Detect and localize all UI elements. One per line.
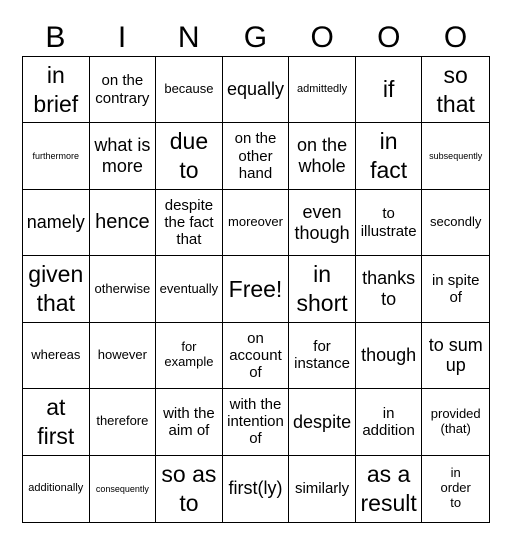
cell-text: secondly (430, 214, 482, 230)
free-space-label: Free! (228, 275, 283, 302)
cell-text: to illustrate (360, 205, 417, 240)
bingo-cell[interactable] (156, 456, 223, 522)
bingo-cell[interactable] (23, 190, 90, 256)
cell-text: in fact (370, 128, 408, 184)
bingo-cell[interactable] (289, 456, 356, 522)
bingo-cell[interactable] (23, 123, 90, 189)
bingo-cell[interactable] (356, 389, 423, 455)
bingo-cell[interactable] (422, 323, 489, 389)
bingo-cell[interactable] (356, 57, 423, 123)
bingo-cell[interactable] (422, 456, 489, 522)
cell-text: for instance (294, 338, 350, 373)
bingo-cell[interactable] (23, 256, 90, 322)
cell-text: therefore (96, 413, 149, 429)
bingo-cell[interactable] (156, 190, 223, 256)
cell-text: what is more (94, 135, 151, 177)
bingo-cell[interactable] (90, 456, 157, 522)
bingo-cell[interactable] (356, 323, 423, 389)
bingo-cell[interactable] (223, 123, 290, 189)
cell-text: so that (436, 61, 475, 117)
bingo-cell[interactable] (422, 190, 489, 256)
bingo-cell[interactable] (289, 57, 356, 123)
cell-text: as a result (360, 461, 417, 516)
header-letter-o: O (310, 21, 334, 54)
header-letter-o: O (443, 21, 468, 54)
cell-text: thanks to (362, 268, 416, 309)
cell-text: on account of (229, 329, 282, 382)
bingo-cell[interactable] (23, 323, 90, 389)
cell-text: on the other hand (234, 130, 277, 182)
cell-text: equally (226, 79, 285, 100)
header-letter-b: B (45, 21, 66, 54)
cell-text: given that (28, 261, 84, 316)
cell-text: with the intention of (227, 395, 284, 448)
cell-text: with the aim of (163, 404, 215, 439)
cell-text: due to (169, 128, 209, 184)
cell-text: moreover (228, 214, 283, 230)
header-letter-n: N (177, 21, 200, 54)
cell-text: provided (that) (430, 405, 481, 436)
bingo-cell[interactable] (90, 323, 157, 389)
cell-text: namely (26, 212, 85, 233)
bingo-cell[interactable] (223, 57, 290, 123)
cell-text: despite the fact that (164, 196, 214, 249)
cell-text: even though (294, 201, 350, 243)
cell-text: whereas (31, 346, 81, 362)
cell-text: in spite of (431, 271, 480, 306)
bingo-cell[interactable] (156, 123, 223, 189)
bingo-cell[interactable] (223, 323, 290, 389)
cell-text: first(ly) (228, 478, 283, 499)
bingo-cell[interactable] (90, 57, 157, 123)
bingo-cell[interactable] (356, 123, 423, 189)
bingo-cell[interactable] (356, 190, 423, 256)
bingo-cell[interactable] (422, 256, 489, 322)
cell-text: on the contrary (95, 72, 150, 107)
bingo-cell[interactable] (156, 389, 223, 455)
cell-text: to sum up (428, 334, 483, 376)
bingo-cell[interactable] (23, 57, 90, 123)
bingo-cell[interactable] (223, 389, 290, 455)
cell-text: admittedly (296, 83, 348, 96)
bingo-cell[interactable] (422, 389, 489, 455)
cell-text: though (361, 345, 417, 366)
bingo-cell[interactable] (422, 123, 489, 189)
header-letter-g: G (243, 21, 268, 54)
cell-text: additionally (28, 482, 84, 495)
cell-text: hence (95, 211, 150, 234)
bingo-cell[interactable] (156, 323, 223, 389)
bingo-cell[interactable] (90, 123, 157, 189)
cell-text: if (382, 76, 395, 103)
cell-text: for example (164, 339, 214, 370)
bingo-cell[interactable] (289, 323, 356, 389)
bingo-cell[interactable] (156, 256, 223, 322)
bingo-cell[interactable] (289, 190, 356, 256)
bingo-cell[interactable] (223, 456, 290, 522)
cell-text: in brief (33, 61, 79, 117)
bingo-cell[interactable] (23, 456, 90, 522)
cell-text: consequently (95, 483, 149, 494)
cell-text: similarly (294, 480, 350, 498)
free-space[interactable] (223, 256, 290, 322)
bingo-cell[interactable] (156, 57, 223, 123)
bingo-cell[interactable] (422, 57, 489, 123)
bingo-cell[interactable] (289, 123, 356, 189)
cell-text: in addition (362, 404, 415, 439)
cell-text: subsequently (429, 150, 483, 161)
bingo-cell[interactable] (23, 389, 90, 455)
cell-text: so as to (161, 461, 217, 516)
cell-text: despite (293, 411, 352, 432)
bingo-header (22, 20, 489, 56)
cell-text: however (97, 346, 147, 362)
cell-text: in order to (440, 465, 471, 511)
bingo-cell[interactable] (356, 456, 423, 522)
cell-text: because (164, 81, 214, 97)
bingo-cell[interactable] (90, 256, 157, 322)
cell-text: eventually (159, 280, 219, 296)
cell-text: in short (296, 261, 348, 316)
bingo-cell[interactable] (356, 256, 423, 322)
bingo-cell[interactable] (223, 190, 290, 256)
cell-text: otherwise (94, 280, 151, 296)
cell-text: at first (37, 394, 75, 449)
cell-text: furthermore (32, 150, 80, 161)
bingo-grid (22, 56, 490, 523)
bingo-cell[interactable] (289, 256, 356, 322)
bingo-cell[interactable] (90, 389, 157, 455)
header-letter-i: I (117, 21, 127, 54)
cell-text: on the whole (297, 135, 348, 177)
bingo-cell[interactable] (289, 389, 356, 455)
bingo-cell[interactable] (90, 190, 157, 256)
header-letter-o: O (377, 21, 401, 54)
